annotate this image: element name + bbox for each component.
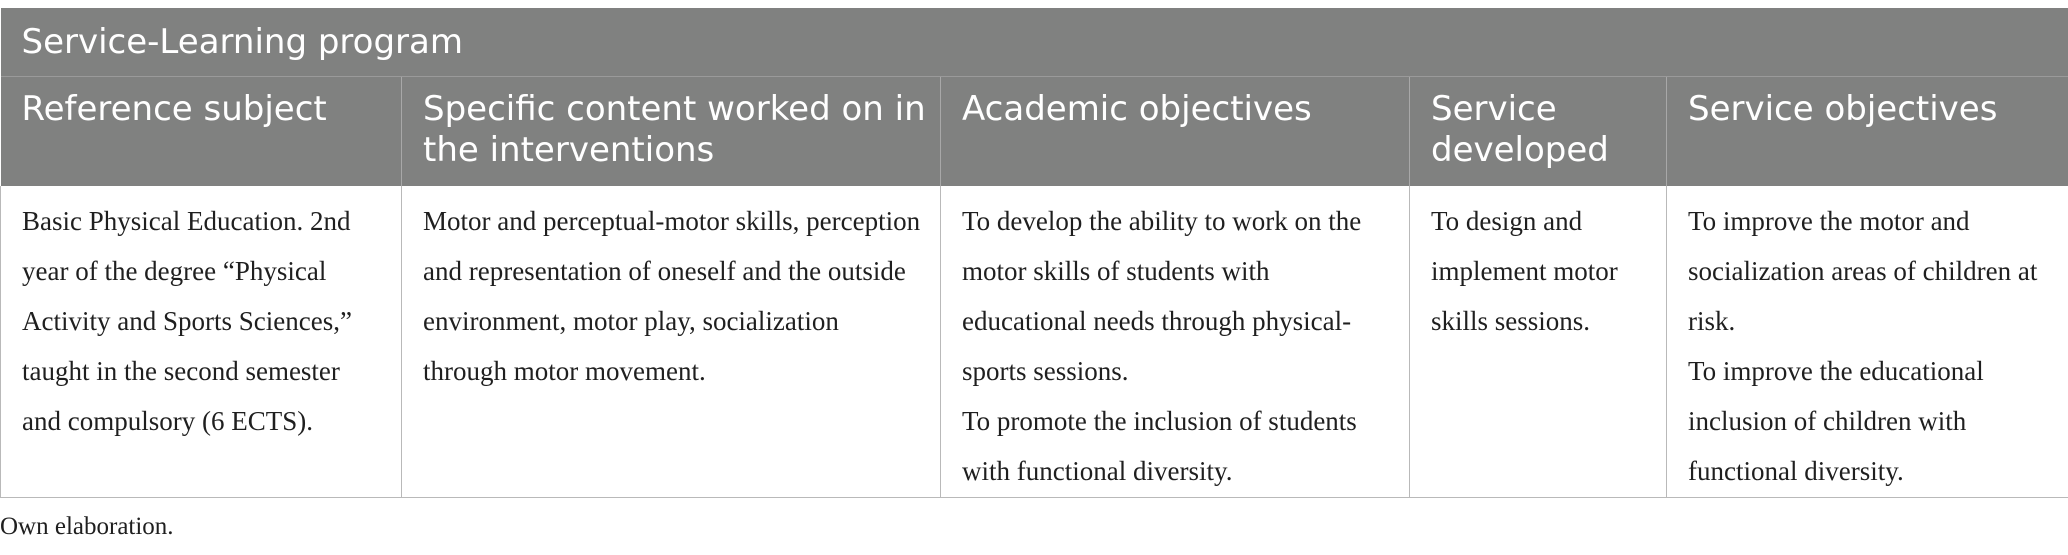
table-footnote: Own elaboration. (0, 513, 174, 540)
service-learning-table-container (0, 8, 2068, 498)
column-header-academic-objectives: Academic objectives (941, 77, 1410, 186)
table-title: Service-Learning program (1, 8, 2068, 77)
cell-academic-objectives (941, 186, 1410, 498)
academic-objective-item: To develop the ability to work on the motor skills of students with educational needs through physical-sports sessions. (962, 205, 1362, 386)
column-header-reference-subject: Reference subject (1, 77, 402, 186)
cell-specific-content: Motor and perceptual-motor skills, perception and representation of oneself and the outside environment, motor play, socialization through motor movement. (402, 186, 941, 498)
academic-objective-item: To promote the inclusion of students with functional diversity. (962, 405, 1357, 486)
column-header-specific-content: Specific content worked on in the interventions (402, 77, 941, 186)
table-title-row (1, 8, 2068, 77)
cell-reference-subject: Basic Physical Education. 2nd year of the degree “Physical Activity and Sports Sciences,” taught in the second semester and compulsory (6 ECTS). (1, 186, 402, 498)
service-objective-item: To improve the educational inclusion of children with functional diversity. (1688, 355, 1984, 486)
column-header-service-objectives: Service objectives (1667, 77, 2068, 186)
service-learning-table (0, 8, 2068, 498)
table-row (1, 186, 2068, 498)
cell-service-objectives (1667, 186, 2068, 498)
column-header-service-developed: Service developed (1410, 77, 1667, 186)
service-objective-item: To improve the motor and socialization areas of children at risk. (1688, 205, 2038, 336)
cell-service-developed: To design and implement motor skills sessions. (1410, 186, 1667, 498)
table-header-row (1, 77, 2068, 186)
